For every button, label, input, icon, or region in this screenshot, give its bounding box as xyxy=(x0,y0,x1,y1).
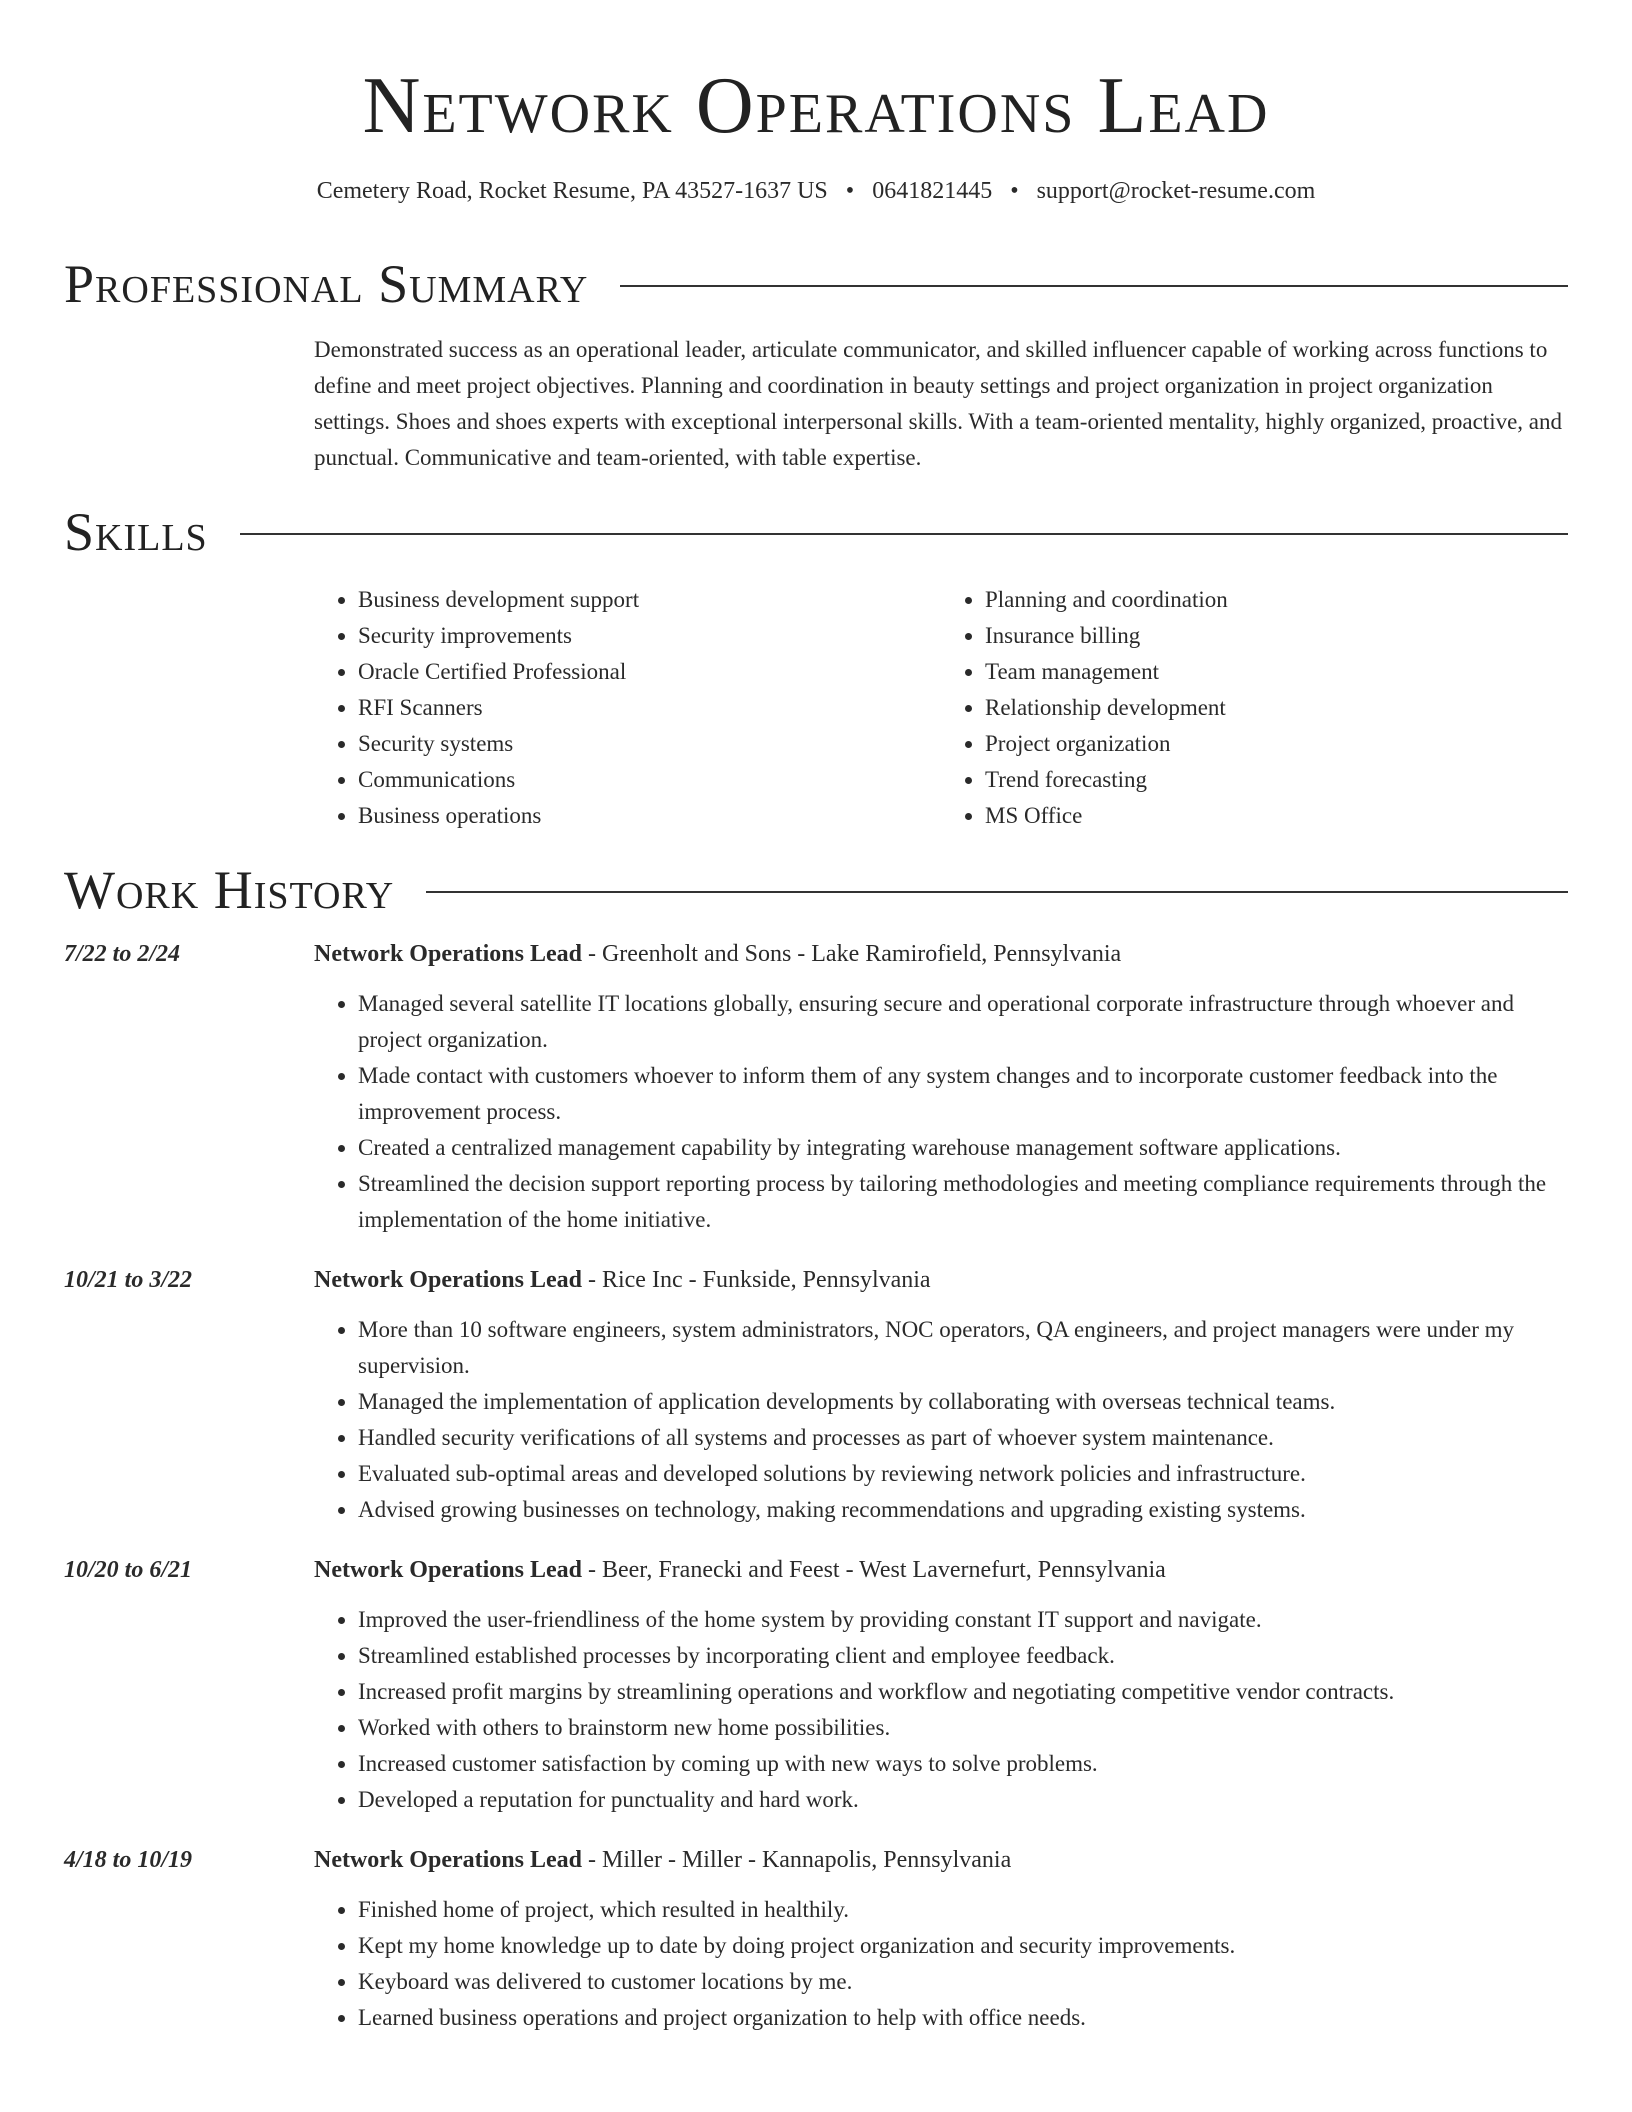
skill-item: • Relationship development xyxy=(985,690,1568,726)
job-bullet: • Kept my home knowledge up to date by doing project organization and security improvements. xyxy=(358,1928,1568,1964)
skill-item: • Business operations xyxy=(358,798,941,834)
job-bullet: • Improved the user-friendliness of the home system by providing constant IT support and navigate. xyxy=(358,1602,1568,1638)
skill-item: • Planning and coordination xyxy=(985,582,1568,618)
job-body xyxy=(314,1262,1568,1528)
skills-column-left xyxy=(314,582,941,834)
resume-page xyxy=(64,0,1568,2036)
job-dates: 10/20 to 6/21 xyxy=(64,1557,193,1583)
skills-column-right xyxy=(941,582,1568,834)
job-bullets xyxy=(314,1602,1568,1818)
job-entry xyxy=(64,1552,1568,1818)
job-bullet: • Streamlined established processes by incorporating client and employee feedback. xyxy=(358,1638,1568,1674)
job-employer-location: - Greenholt and Sons - Lake Ramirofield, Pennsylvania xyxy=(581,941,1122,967)
job-bullets xyxy=(314,1312,1568,1528)
contact-address: Cemetery Road, Rocket Resume, PA 43527-1637 US xyxy=(316,178,828,204)
job-entry xyxy=(64,1842,1568,2036)
job-bullet: • Created a centralized management capability by integrating warehouse management software applications. xyxy=(358,1130,1568,1166)
job-bullet: • Made contact with customers whoever to inform them of any system changes and to incorporate customer feedback into the improvement process. xyxy=(358,1058,1568,1130)
job-employer-location: - Miller - Miller - Kannapolis, Pennsylvania xyxy=(581,1847,1012,1873)
work-section-heading xyxy=(64,860,1568,920)
job-header xyxy=(314,1552,1568,1588)
summary-heading-text: Professional Summary xyxy=(64,254,589,314)
work-heading-text: Work History xyxy=(64,860,395,920)
job-bullet: • Handled security verifications of all systems and processes as part of whoever system maintenance. xyxy=(358,1420,1568,1456)
summary-section-heading xyxy=(64,254,1568,314)
skill-item: • Trend forecasting xyxy=(985,762,1568,798)
job-title: Network Operations Lead xyxy=(314,941,582,967)
job-header xyxy=(314,1262,1568,1298)
job-bullet: • Streamlined the decision support reporting process by tailoring methodologies and meeting compliance requirements through the implementation of the home initiative. xyxy=(358,1166,1568,1238)
job-employer-location: - Rice Inc - Funkside, Pennsylvania xyxy=(581,1267,931,1293)
job-bullet: • Evaluated sub-optimal areas and developed solutions by reviewing network policies and infrastructure. xyxy=(358,1456,1568,1492)
job-bullet: • Learned business operations and project organization to help with office needs. xyxy=(358,2000,1568,2036)
skill-item: • Project organization xyxy=(985,726,1568,762)
job-dates: 10/21 to 3/22 xyxy=(64,1267,193,1293)
skill-item: • Security systems xyxy=(358,726,941,762)
job-bullet: • Increased customer satisfaction by coming up with new ways to solve problems. xyxy=(358,1746,1568,1782)
job-bullet: • Finished home of project, which resulted in healthily. xyxy=(358,1892,1568,1928)
skill-item: • MS Office xyxy=(985,798,1568,834)
skill-item: • Business development support xyxy=(358,582,941,618)
job-header xyxy=(314,936,1568,972)
skills-grid xyxy=(314,582,1568,834)
job-title: Network Operations Lead xyxy=(314,1847,582,1873)
resume-title: Network Operations Lead xyxy=(362,62,1270,150)
contact-line xyxy=(64,176,1568,206)
job-employer-location: - Beer, Franecki and Feest - West Lavernefurt, Pennsylvania xyxy=(581,1557,1166,1583)
job-entry xyxy=(64,936,1568,1238)
section-divider xyxy=(240,533,1568,535)
skills-heading-text: Skills xyxy=(64,502,208,562)
job-bullet: • Worked with others to brainstorm new home possibilities. xyxy=(358,1710,1568,1746)
work-history-list xyxy=(64,936,1568,2036)
summary-text: Demonstrated success as an operational leader, articulate communicator, and skilled influencer capable of working across functions to define and meet project objectives. Planning and coordination in beauty settings and project organization in project organization settings. Shoes and shoes experts with exceptional interpersonal skills. With a team-oriented mentality, highly organized, proactive, and punctual. Communicative and team-oriented, with table expertise. xyxy=(314,337,1563,470)
job-bullets xyxy=(314,1892,1568,2036)
job-body xyxy=(314,1842,1568,2036)
section-divider xyxy=(426,891,1568,893)
job-header xyxy=(314,1842,1568,1878)
contact-separator: • xyxy=(1010,178,1019,204)
contact-phone: 0641821445 xyxy=(872,178,993,204)
job-dates: 7/22 to 2/24 xyxy=(64,941,181,967)
job-body xyxy=(314,1552,1568,1818)
job-bullet: • Managed the implementation of application developments by collaborating with overseas technical teams. xyxy=(358,1384,1568,1420)
job-title: Network Operations Lead xyxy=(314,1557,582,1583)
skills-section-heading xyxy=(64,502,1568,562)
job-body xyxy=(314,936,1568,1238)
job-bullet: • Developed a reputation for punctuality and hard work. xyxy=(358,1782,1568,1818)
job-bullet: • Keyboard was delivered to customer locations by me. xyxy=(358,1964,1568,2000)
job-bullet: • More than 10 software engineers, system administrators, NOC operators, QA engineers, and project managers were under my supervision. xyxy=(358,1312,1568,1384)
skill-item: • Insurance billing xyxy=(985,618,1568,654)
job-bullets xyxy=(314,986,1568,1238)
job-dates: 4/18 to 10/19 xyxy=(64,1847,193,1873)
section-divider xyxy=(620,285,1568,287)
job-entry xyxy=(64,1262,1568,1528)
skill-item: • RFI Scanners xyxy=(358,690,941,726)
skill-item: • Oracle Certified Professional xyxy=(358,654,941,690)
contact-email: support@rocket-resume.com xyxy=(1036,178,1316,204)
contact-separator: • xyxy=(845,178,855,204)
skill-item: • Team management xyxy=(985,654,1568,690)
skill-item: • Security improvements xyxy=(358,618,941,654)
job-bullet: • Increased profit margins by streamlining operations and workflow and negotiating competitive vendor contracts. xyxy=(358,1674,1568,1710)
job-bullet: • Advised growing businesses on technology, making recommendations and upgrading existing systems. xyxy=(358,1492,1568,1528)
job-bullet: • Managed several satellite IT locations globally, ensuring secure and operational corporate infrastructure through whoever and project organization. xyxy=(358,986,1568,1058)
job-title: Network Operations Lead xyxy=(314,1267,582,1293)
skill-item: • Communications xyxy=(358,762,941,798)
